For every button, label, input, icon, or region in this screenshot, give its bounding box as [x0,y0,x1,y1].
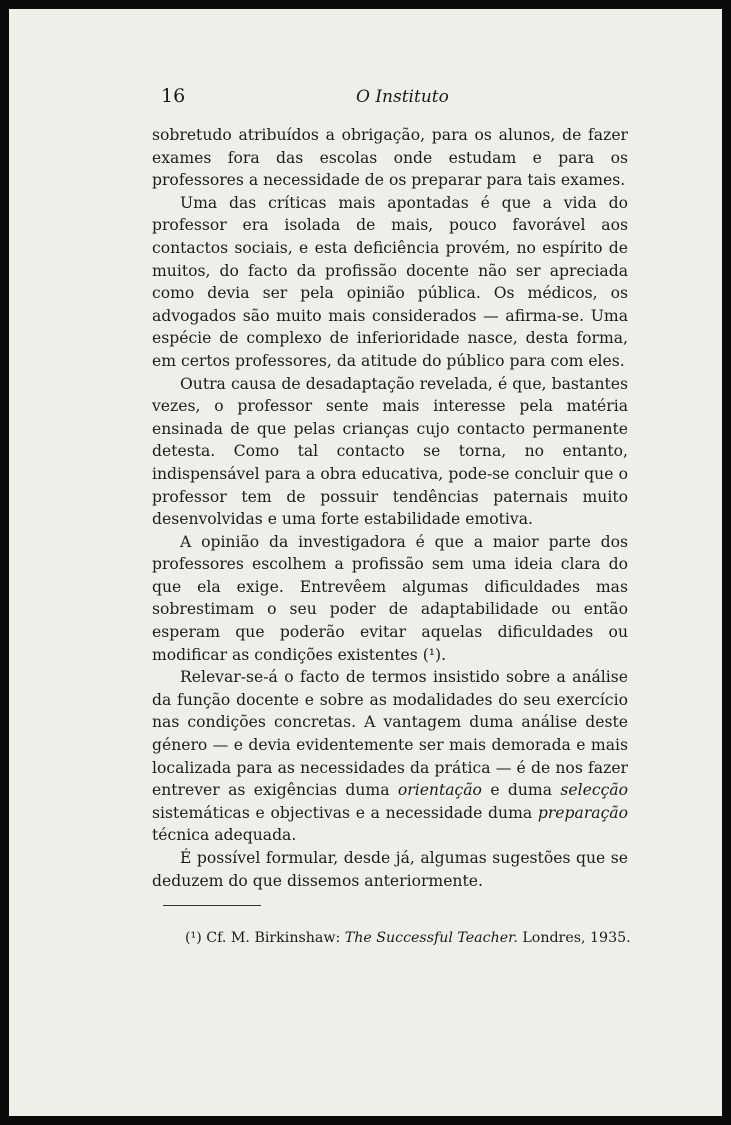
footnote-publication: Londres, 1935. [517,930,631,946]
footnote-divider [163,905,261,906]
paragraph-3: Outra causa de desadaptação revelada, é que, bastantes vezes, o professor sente mais interesse pela matéria ensinada de que pelas crianças cujo contacto permanente detesta. Como tal contacto se torna, no entanto, indispensável para a obra educativa, pode-se concluir que o professor tem de possuir tendências paternais muito desenvolvidas e uma forte estabilidade emotiva. [152,374,628,529]
footnote-citation: Cf. M. Birkinshaw: [201,930,345,946]
paragraph-1: sobretudo atribuídos a obrigação, para os alunos, de fazer exames fora das escolas onde estudam e para os professores a necessidade de os preparar para tais exames. [152,126,628,190]
page-header [161,85,581,109]
emphasis-orientacao: orientação [397,781,482,800]
body-text [152,124,628,892]
running-title: O Instituto [356,87,449,107]
emphasis-preparacao: preparação [537,803,628,822]
emphasis-seleccao: selecção [560,781,628,800]
paragraph-5-text-a: Relevar-se-á o facto de termos insistido sobre a análise da função docente e sobre as modalidades do seu exercício nas condições concretas. A vantagem duma análise deste género — e devia evidentemente ser mais demorada e mais localizada para as necessidades da prática — é de nos fazer entrever as exigências duma [152,668,628,800]
footnote-book-title: The Successful Teacher. [344,930,518,946]
paragraph-5 [152,666,628,847]
paragraph-2: Uma das críticas mais apontadas é que a vida do professor era isolada de mais, pouco favorável aos contactos sociais, e esta deficiência provém, no espírito de muitos, do facto da profissão docente não ser apreciada como devia ser pela opinião pública. Os médicos, os advogados são muito mais considerados — afirma-se. Uma espécie de complexo de inferioridade nasce, desta forma, em certos professores, da atitude do público para com eles. [152,193,628,370]
paragraph-5-text-c: sistemáticas e objectivas e a necessidade duma [152,803,538,822]
footnote-marker: (¹) [185,930,202,946]
footnote [185,930,635,946]
paragraph-5-text-d: técnica adequada. [152,826,297,845]
paragraph-6: É possível formular, desde já, algumas sugestões que se deduzem do que dissemos anteriormente. [152,849,628,890]
page-number: 16 [161,85,186,107]
paragraph-5-text-b: e duma [481,781,561,800]
paragraph-4: A opinião da investigadora é que a maior parte dos professores escolhem a profissão sem uma ideia clara do que ela exige. Entrevêem algumas dificuldades mas sobrestimam o seu poder de adaptabilidade ou então esperam que poderão evitar aquelas dificuldades ou modificar as condições existentes (¹). [152,532,628,664]
